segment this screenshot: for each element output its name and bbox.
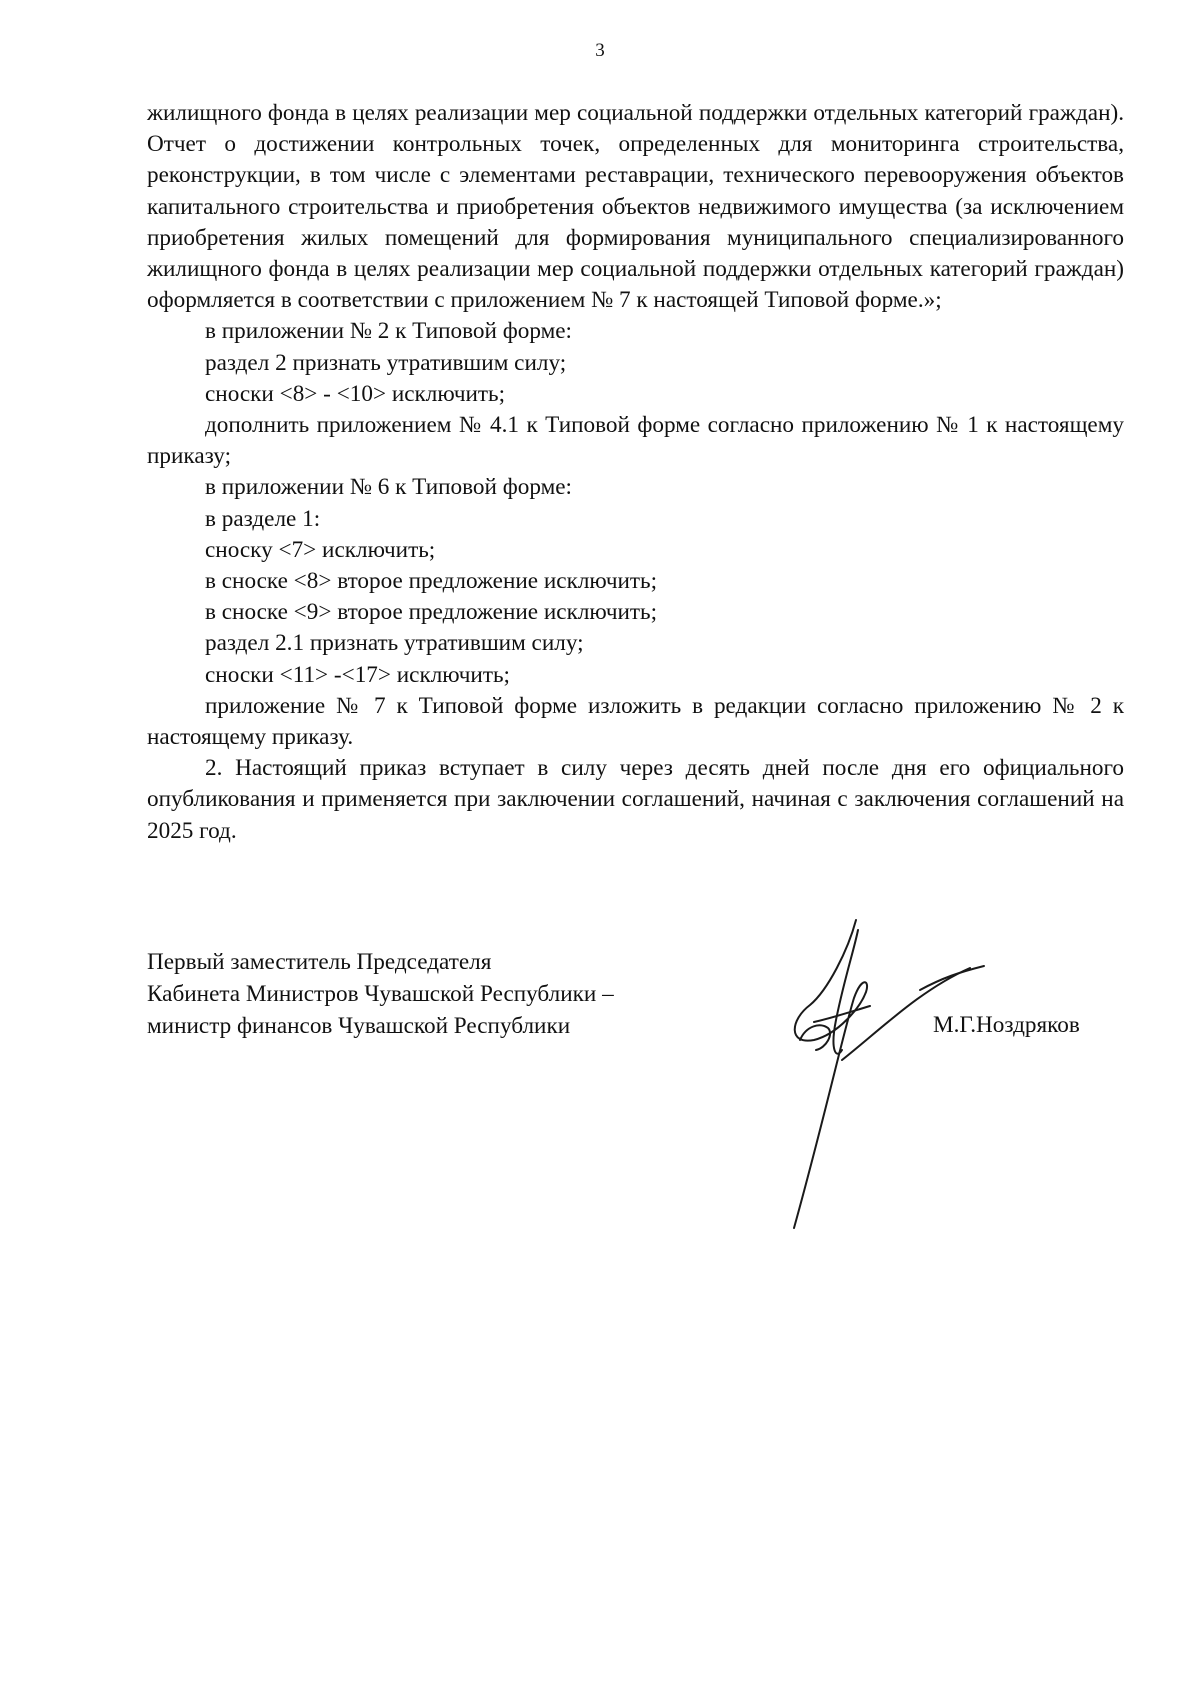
signatory-position-line: Кабинета Министров Чувашской Республики – (147, 981, 614, 1007)
paragraph-section-2-1-void: раздел 2.1 признать утратившим силу; (205, 630, 584, 657)
paragraph-appendix-2: в приложении № 2 к Типовой форме: (205, 318, 573, 345)
page-number: 3 (595, 40, 605, 61)
paragraph-section-1: в разделе 1: (205, 505, 321, 532)
handwritten-signature (770, 910, 990, 1240)
paragraph-footnote-7: сноску <7> исключить; (205, 536, 436, 563)
signatory-name: М.Г.Ноздряков (933, 1012, 1080, 1038)
signatory-position (147, 946, 614, 1042)
paragraph-appendix-6: в приложении № 6 к Типовой форме: (205, 474, 573, 501)
paragraph-footnotes-8-10: сноски <8> - <10> исключить; (205, 380, 506, 407)
paragraph-appendix-7: приложение № 7 к Типовой форме изложить в редакции согласно приложению № 2 к настоящему приказу. (147, 692, 1124, 751)
paragraph-section-2-void: раздел 2 признать утратившим силу; (205, 349, 567, 376)
paragraph-add-appendix-4-1: дополнить приложением № 4.1 к Типовой форме согласно приложению № 1 к настоящему приказу; (147, 412, 1124, 470)
signatory-position-line: министр финансов Чувашской Республики (147, 1013, 571, 1039)
paragraph-continuation: жилищного фонда в целях реализации мер социальной поддержки отдельных категорий граждан). Отчет о достижении контрольных точек, определенных для мониторинга строительства, реконструкции, в том числе с элементами реставрации, технического перевооружения объектов капитального строительства и приобретения объектов недвижимого имущества (за исключением приобретения жилых помещений для формирования муниципального специализированного жилищного фонда в целях реализации мер социальной поддержки отдельных категорий граждан) оформляется в соответствии с приложением № 7 к настоящей Типовой форме.»; (147, 100, 1124, 314)
paragraph-footnote-9: в сноске <9> второе предложение исключить; (205, 599, 658, 626)
document-body (147, 98, 1124, 847)
paragraph-footnotes-11-17: сноски <11> -<17> исключить; (205, 661, 510, 688)
paragraph-effective-date: 2. Настоящий приказ вступает в силу через десять дней после дня его официального опубликования и применяется при заключении соглашений, начиная с заключения соглашений на 2025 год. (147, 755, 1124, 844)
signatory-position-line: Первый заместитель Председателя (147, 949, 492, 975)
paragraph-footnote-8: в сноске <8> второе предложение исключить; (205, 568, 658, 595)
